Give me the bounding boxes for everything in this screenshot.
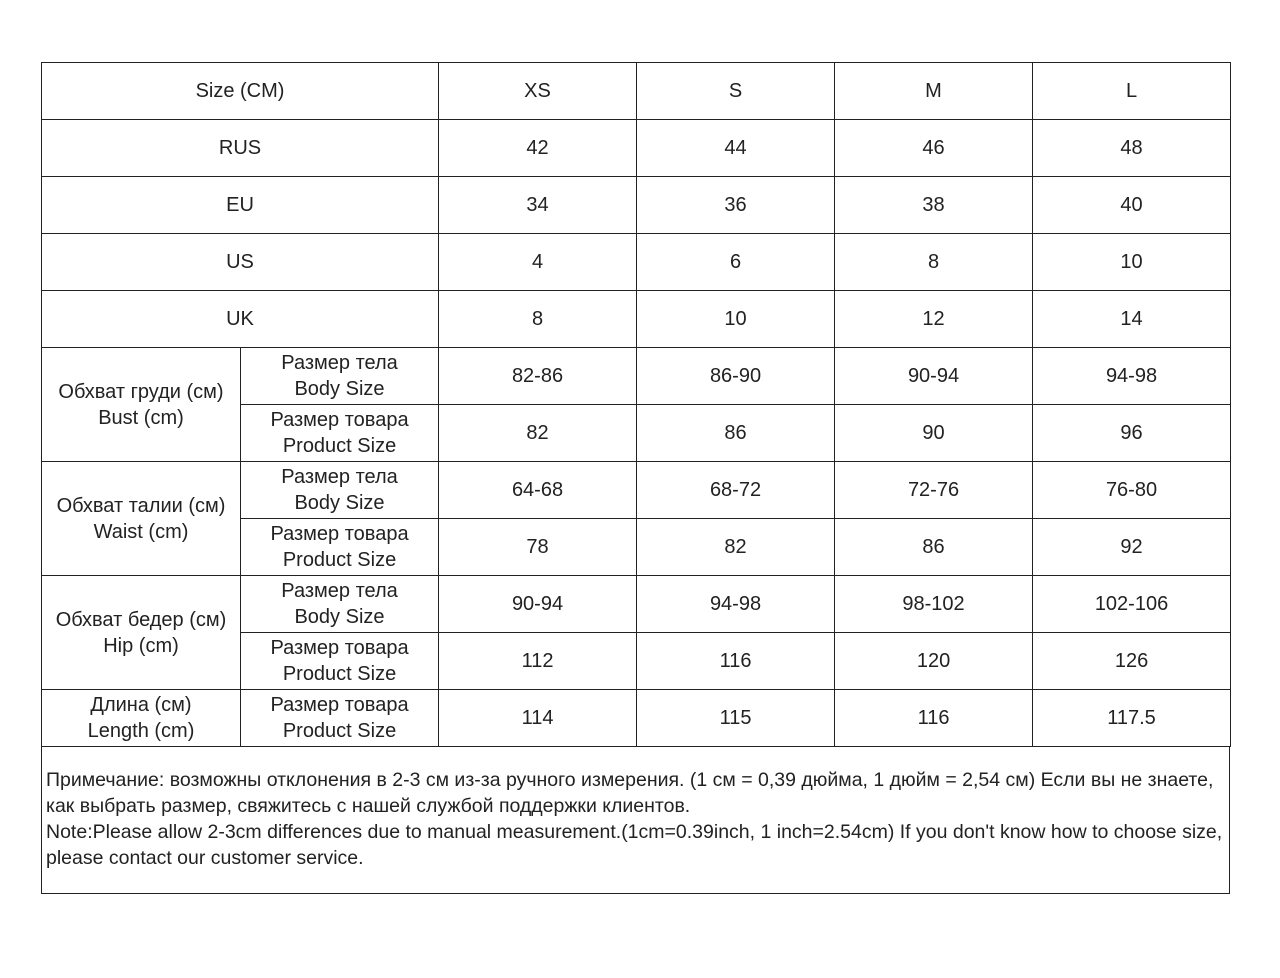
sub-label-en: Product Size: [282, 549, 397, 571]
measure-label-en: Bust (cm): [98, 406, 184, 429]
measure-label: [42, 576, 241, 690]
measure-label-ru: Длина (см): [90, 694, 192, 716]
table-cell: 120: [835, 633, 1033, 690]
sub-label-en: Product Size: [282, 720, 397, 742]
measure-label: [42, 348, 241, 462]
table-cell: 10: [1033, 234, 1231, 291]
table-cell: 34: [439, 177, 637, 234]
table-cell: 6: [637, 234, 835, 291]
table-cell: 92: [1033, 519, 1231, 576]
table-cell: 90-94: [439, 576, 637, 633]
sub-label-ru: Размер тела: [281, 466, 398, 488]
table-cell: 114: [439, 690, 637, 747]
row-label: UK: [42, 291, 439, 348]
table-cell: 4: [439, 234, 637, 291]
table-row: [42, 177, 1231, 234]
sub-label: [241, 462, 439, 519]
table-cell: 94-98: [637, 576, 835, 633]
sub-label-en: Body Size: [294, 492, 385, 514]
table-cell: 14: [1033, 291, 1231, 348]
table-cell: 12: [835, 291, 1033, 348]
table-cell: 46: [835, 120, 1033, 177]
table-cell: 82: [439, 405, 637, 462]
row-label: EU: [42, 177, 439, 234]
table-row: [42, 291, 1231, 348]
measure-label: [42, 462, 241, 576]
sub-label: [241, 690, 439, 747]
measure-label-en: Waist (cm): [93, 520, 189, 543]
table-row: [42, 690, 1231, 747]
sub-label-en: Body Size: [294, 378, 385, 400]
table-cell: 10: [637, 291, 835, 348]
table-cell: 76-80: [1033, 462, 1231, 519]
table-cell: 8: [439, 291, 637, 348]
sub-label-ru: Размер тела: [281, 352, 398, 374]
table-cell: 116: [835, 690, 1033, 747]
table-cell: 94-98: [1033, 348, 1231, 405]
row-label: US: [42, 234, 439, 291]
sub-label-ru: Размер товара: [270, 694, 409, 716]
table-cell: 42: [439, 120, 637, 177]
size-table: [41, 62, 1231, 747]
measurement-note: [41, 747, 1230, 894]
sub-label-ru: Размер товара: [270, 523, 409, 545]
table-cell: 64-68: [439, 462, 637, 519]
size-chart: [41, 62, 1230, 894]
table-cell: 98-102: [835, 576, 1033, 633]
table-row: [42, 120, 1231, 177]
table-cell: 68-72: [637, 462, 835, 519]
measure-label: [42, 690, 241, 747]
table-cell: 38: [835, 177, 1033, 234]
note-russian: Примечание: возможны отклонения в 2-3 см из-за ручного измерения. (1 см = 0,39 дюйма, 1 дюйм = 2,54 см) Если вы не знаете, как выбрать размер, свяжитесь с нашей службой поддержки клиентов.: [46, 769, 1214, 817]
row-label: RUS: [42, 120, 439, 177]
sub-label: [241, 633, 439, 690]
table-cell: 126: [1033, 633, 1231, 690]
table-cell: 72-76: [835, 462, 1033, 519]
table-cell: 36: [637, 177, 835, 234]
table-cell: 90-94: [835, 348, 1033, 405]
table-cell: 40: [1033, 177, 1231, 234]
table-row: [42, 576, 1231, 633]
table-cell: 86: [835, 519, 1033, 576]
measure-label-en: Hip (cm): [103, 634, 179, 657]
table-cell: 8: [835, 234, 1033, 291]
table-cell: 44: [637, 120, 835, 177]
sub-label: [241, 348, 439, 405]
size-header-s: S: [637, 63, 835, 120]
header-row: [42, 63, 1231, 120]
sub-label: [241, 576, 439, 633]
size-header-xs: XS: [439, 63, 637, 120]
table-cell: 90: [835, 405, 1033, 462]
table-cell: 78: [439, 519, 637, 576]
measure-label-ru: Обхват талии (см): [56, 494, 226, 517]
size-header-l: L: [1033, 63, 1231, 120]
sub-label-ru: Размер товара: [270, 409, 409, 431]
sub-label: [241, 405, 439, 462]
sub-label: [241, 519, 439, 576]
table-cell: 112: [439, 633, 637, 690]
table-cell: 48: [1033, 120, 1231, 177]
table-cell: 96: [1033, 405, 1231, 462]
table-cell: 86-90: [637, 348, 835, 405]
table-cell: 86: [637, 405, 835, 462]
sub-label-en: Product Size: [282, 663, 397, 685]
measure-label-ru: Обхват груди (см): [58, 380, 224, 403]
sub-label-en: Product Size: [282, 435, 397, 457]
table-cell: 102-106: [1033, 576, 1231, 633]
table-cell: 82: [637, 519, 835, 576]
sub-label-ru: Размер тела: [281, 580, 398, 602]
size-header-m: M: [835, 63, 1033, 120]
table-row: [42, 462, 1231, 519]
note-english: Note:Please allow 2-3cm differences due to manual measurement.(1cm=0.39inch, 1 inch=2.54cm) If you don't know how to choose size, please contact our customer service.: [46, 821, 1223, 869]
table-cell: 116: [637, 633, 835, 690]
measure-label-ru: Обхват бедер (см): [55, 608, 227, 631]
measure-label-en: Length (cm): [87, 720, 195, 742]
size-header-label: Size (CM): [42, 63, 439, 120]
table-row: [42, 348, 1231, 405]
table-row: [42, 234, 1231, 291]
table-cell: 82-86: [439, 348, 637, 405]
sub-label-en: Body Size: [294, 606, 385, 628]
sub-label-ru: Размер товара: [270, 637, 409, 659]
table-cell: 117.5: [1033, 690, 1231, 747]
table-cell: 115: [637, 690, 835, 747]
